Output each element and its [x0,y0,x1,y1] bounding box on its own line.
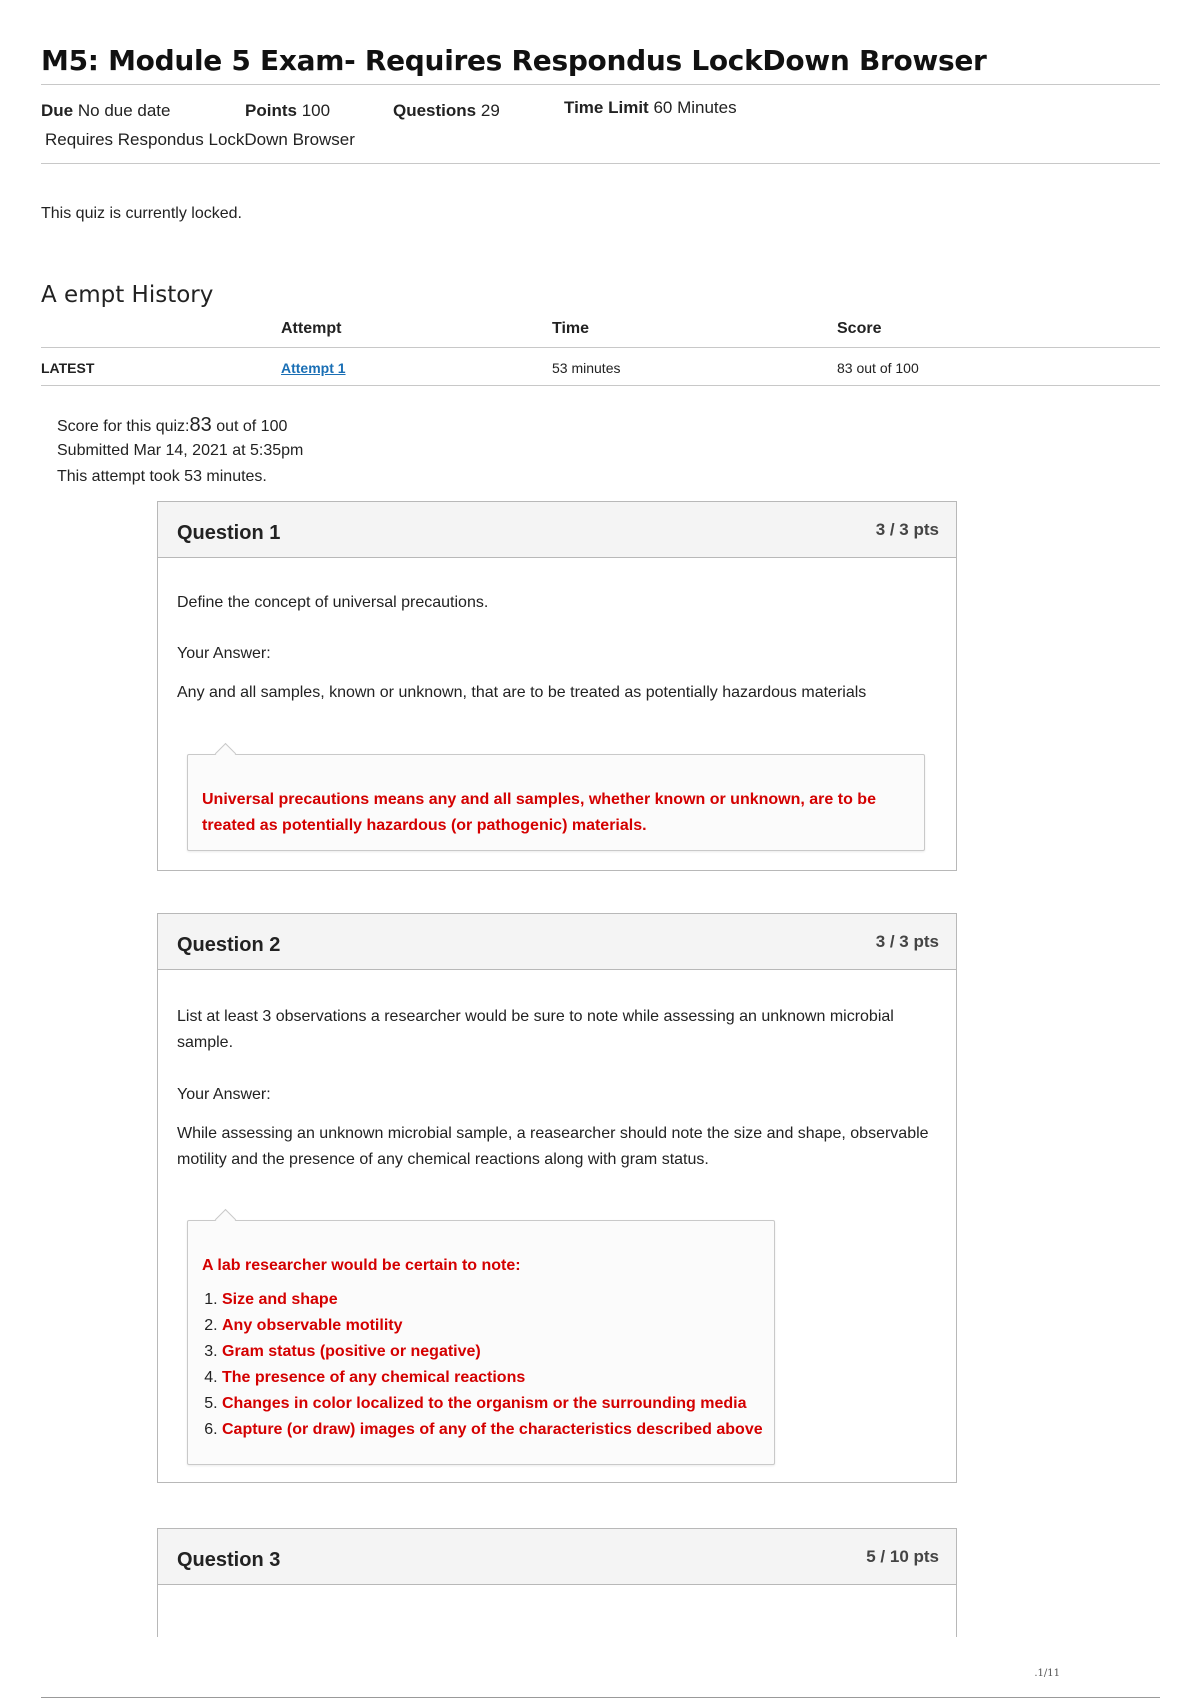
question-2-answer-line-1: While assessing an unknown microbial sample, a reasearcher should note the size and shape, observable [177,1125,929,1142]
question-1-card [157,501,957,871]
quiz-score-prefix: Score for this quiz: [57,418,190,435]
feedback-item: 6. Capture (or draw) images of any of the characteristics described above [222,1417,763,1443]
attempt-1-link[interactable]: Attempt 1 [281,360,346,376]
points-meta [245,101,330,121]
attempt-column-header: Attempt [281,320,342,337]
due-label: Due [41,101,74,120]
question-3-title: Question 3 [177,1549,281,1571]
questions-label: Questions [393,101,477,120]
score-column-header: Score [837,320,882,337]
quiz-score [57,414,287,437]
points-label: Points [245,101,297,120]
attempt-score: 83 out of 100 [837,360,919,376]
time-limit-value: 60 Minutes [653,98,737,117]
time-limit-meta [564,98,737,118]
quiz-score-suffix: out of 100 [216,418,288,435]
question-3-points: 5 / 10 pts [866,1547,939,1566]
question-3-header [158,1529,956,1585]
history-row-divider [41,385,1160,386]
question-1-header [158,502,956,558]
question-2-header [158,914,956,970]
question-1-feedback-line-1: Universal precautions means any and all samples, whether known or unknown, are to be [202,791,876,808]
question-3-card [157,1528,957,1637]
due-meta [41,101,171,121]
questions-value: 29 [480,101,500,120]
question-1-answer: Any and all samples, known or unknown, that are to be treated as potentially hazardous materials [177,684,867,701]
question-2-feedback-list [196,1287,763,1443]
question-2-answer-line-2: motility and the presence of any chemical reactions along with gram status. [177,1151,709,1168]
quiz-score-value: 83 [189,414,212,436]
question-2-answer-label: Your Answer: [177,1086,271,1103]
question-2-feedback [187,1220,775,1465]
feedback-item: 2. Any observable motility [222,1313,763,1339]
question-1-feedback-line-2: treated as potentially hazardous (or pathogenic) materials. [202,817,647,834]
feedback-item: 1. Size and shape [222,1287,763,1313]
question-2-prompt-line-2: sample. [177,1034,234,1051]
question-2-card [157,913,957,1483]
latest-label: LATEST [41,360,95,376]
time-limit-label: Time Limit [564,98,649,117]
attempt-time: 53 minutes [552,360,621,376]
attempt-history-title: A empt History [41,282,214,308]
question-1-title: Question 1 [177,522,281,544]
feedback-item: 5. Changes in color localized to the organism or the surrounding media [222,1391,763,1417]
question-2-feedback-heading: A lab researcher would be certain to note: [202,1257,521,1274]
points-value: 100 [301,101,331,120]
questions-meta [393,101,500,121]
history-header-divider [41,347,1160,348]
title-divider [41,84,1160,85]
question-2-points: 3 / 3 pts [875,932,939,951]
feedback-item: 4. The presence of any chemical reactions [222,1365,763,1391]
attempt-duration: This attempt took 53 minutes. [57,468,267,485]
locked-message: This quiz is currently locked. [41,205,242,222]
lockdown-requirement: Requires Respondus LockDown Browser [45,130,355,149]
meta-divider [41,163,1160,164]
question-1-prompt: Define the concept of universal precautions. [177,594,489,611]
due-value: No due date [77,101,171,120]
question-1-answer-label: Your Answer: [177,645,271,662]
submitted-time: Submitted Mar 14, 2021 at 5:35pm [57,442,304,459]
time-column-header: Time [552,320,590,337]
question-1-points: 3 / 3 pts [875,520,939,539]
page-number: .1/11 [1034,1668,1060,1679]
feedback-item: 3. Gram status (positive or negative) [222,1339,763,1365]
question-1-feedback [187,754,925,851]
footer-divider [41,1697,1160,1698]
page-title: M5: Module 5 Exam- Requires Respondus LockDown Browser [41,44,987,77]
question-2-prompt-line-1: List at least 3 observations a researcher would be sure to note while assessing an unknown microbial [177,1008,894,1025]
question-2-title: Question 2 [177,934,281,956]
